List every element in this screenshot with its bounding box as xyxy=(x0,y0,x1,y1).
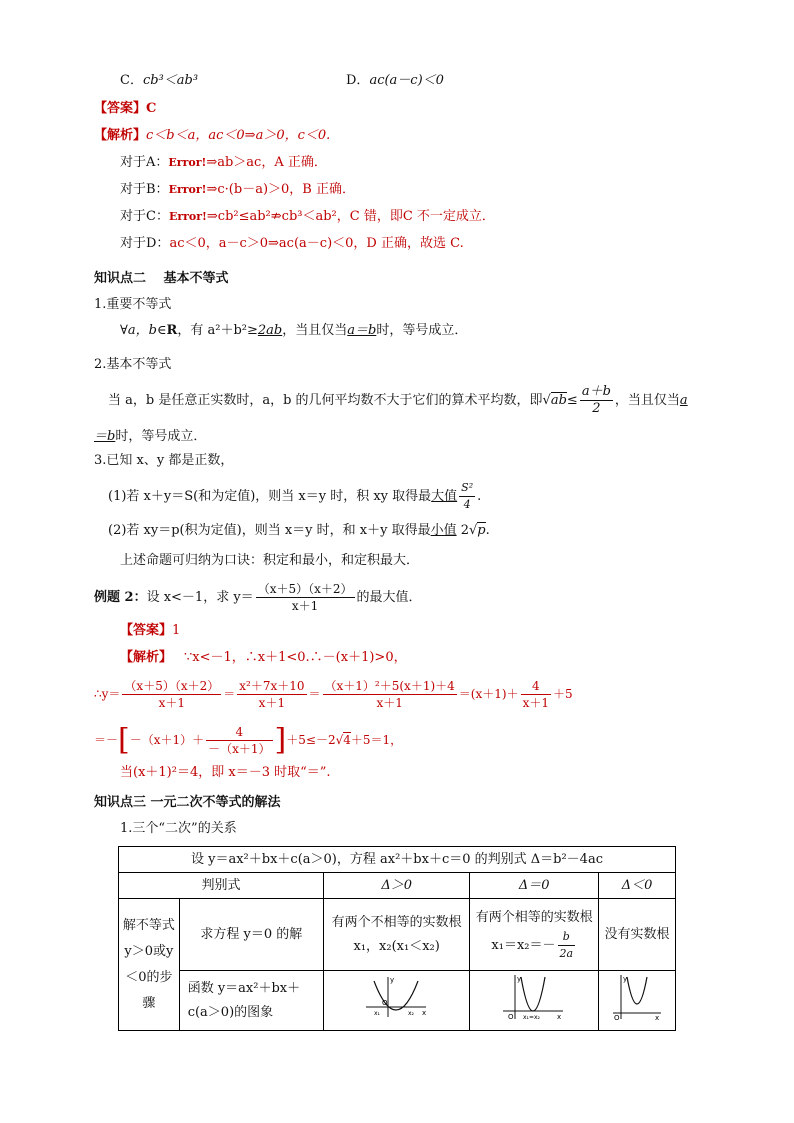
graph-x12-label: x₁=x₂ xyxy=(523,1014,541,1021)
graph-origin-label: O xyxy=(614,1014,620,1021)
row1-label: 求方程 y＝0 的解 xyxy=(179,899,323,971)
graph-double-root xyxy=(499,973,569,1021)
graph-no-root xyxy=(609,973,665,1021)
analysis-1-line-a: 对于A：Error!⇒ab＞ac，A 正确． xyxy=(120,155,327,170)
kp2-s1-title: 1.重要不等式 xyxy=(94,297,172,312)
option-d: D．ac(a－c)＜0 xyxy=(346,73,444,88)
graph-y-label: y xyxy=(517,975,522,983)
graph-x-label: x xyxy=(655,1014,660,1021)
row1-negative: 没有实数根 xyxy=(599,899,676,971)
graph-x1-label: x₁ xyxy=(373,1010,380,1017)
kp2-s1-body: ∀a，b∈R，有 a²＋b²≥2ab，当且仅当a＝b时，等号成立． xyxy=(120,323,468,338)
kp2-s3-summary: 上述命题可归纳为口诀：积定和最小，和定积最大． xyxy=(120,553,420,568)
example-2-analysis-4: 当(x＋1)²＝4，即 x＝－3 时取“＝”. xyxy=(120,765,331,780)
option-c: C．cb³＜ab³ xyxy=(120,73,199,88)
kp2-s3-item-2: (2)若 xy＝p(积为定值)，则当 x＝y 时，和 x＋y 取得最小值 2√p. xyxy=(108,523,490,538)
kp2-s2-body: 当 a，b 是任意正实数时，a，b 的几何平均数不大于它们的算术平均数，即√ab≤ $\frac{a+b}{2}$ ，当且仅当a xyxy=(108,384,688,416)
kp2-s3-item-1: (1)若 x＋y＝S(和为定值)，则当 x＝y 时，积 xy 取得最大值 $\frac{\text{S²}}{4}$ . xyxy=(108,481,482,511)
graph-origin-label: O xyxy=(508,1013,514,1021)
graph-x2-label: x₂ xyxy=(407,1010,414,1017)
analysis-1-line-b: 对于B：Error!⇒c·(b－a)＞0，B 正确． xyxy=(120,182,355,197)
table-header: 设 y＝ax²＋bx＋c(a＞0)，方程 ax²＋bx＋c＝0 的判别式 Δ＝b²－4ac xyxy=(119,847,676,873)
graph-y-label: y xyxy=(389,976,394,984)
row1-zero: 有两个相等的实数根 x₁＝x₂＝－ $\frac{b}{2a}$ xyxy=(470,899,599,971)
disc-negative: Δ＜0 xyxy=(599,873,676,899)
disc-zero: Δ＝0 xyxy=(470,873,599,899)
analysis-1-line-c: 对于C：Error!⇒cb²≤ab²⇏cb³＜ab²，C 错，即C 不一定成立． xyxy=(120,209,495,224)
example-2-analysis-1: 【解析】 ∵x<－1，∴x＋1<0.∴－(x＋1)>0， xyxy=(120,650,407,665)
example-2-analysis-3: ＝－[－（x＋1）＋ $\frac{4}{-(x+1)}$ ]＋5≤－2√4＋5＝1， xyxy=(94,722,403,758)
kp3-s1-title: 1.三个“二次”的关系 xyxy=(120,821,237,836)
graph-x-label: x xyxy=(557,1013,562,1021)
disc-label: 判别式 xyxy=(119,873,324,899)
graph-y-label: y xyxy=(623,975,628,983)
analysis-1-intro: 【解析】c＜b＜a，ac＜0⇒a＞0，c＜0. xyxy=(94,128,331,143)
example-2-answer: 【答案】1 xyxy=(120,623,181,638)
analysis-1-line-d: 对于D：ac＜0，a－c＞0⇒ac(a－c)＜0，D 正确，故选 C. xyxy=(120,236,464,251)
graph-zero-cell xyxy=(470,971,599,1031)
disc-positive: Δ＞0 xyxy=(323,873,470,899)
three-quadratics-table xyxy=(118,846,676,1031)
graph-negative-cell xyxy=(599,971,676,1031)
graph-two-roots xyxy=(362,973,432,1021)
row2-label: 函数 y＝ax²＋bx＋c(a＞0)的图象 xyxy=(179,971,323,1031)
example-2-question: 例题 2：设 x<－1，求 y＝ $\frac{(x+5)(x+2)}{x+1}$ 的最大值． xyxy=(94,582,422,613)
graph-x-label: x xyxy=(421,1009,426,1017)
left-label: 解不等式y＞0或y＜0的步骤 xyxy=(119,899,180,1031)
answer-1: 【答案】C xyxy=(94,101,157,116)
kp2-s3-title: 3.已知 x、y 都是正数， xyxy=(94,453,234,468)
graph-origin-label: O xyxy=(381,999,388,1007)
row1-positive: 有两个不相等的实数根 x₁，x₂(x₁＜x₂) xyxy=(323,899,470,971)
kp2-title: 知识点二 基本不等式 xyxy=(94,271,229,286)
graph-positive-cell xyxy=(323,971,470,1031)
kp2-s2-body-cont: ＝b时，等号成立． xyxy=(94,429,207,444)
kp3-title: 知识点三 一元二次不等式的解法 xyxy=(94,795,281,810)
kp2-s2-title: 2.基本不等式 xyxy=(94,357,172,372)
example-2-analysis-2: ∴y＝ $\frac{(x+5)(x+2)}{x+1}$ ＝ $\frac{\text{x²＋7x＋10}}{x+1}$ ＝ $\frac{\text{（x＋1）²＋5(x＋1)＋4}}{x+1}$ ＝(x＋1)＋ $\frac{4}{x+1}$ ＋5 xyxy=(94,679,573,710)
